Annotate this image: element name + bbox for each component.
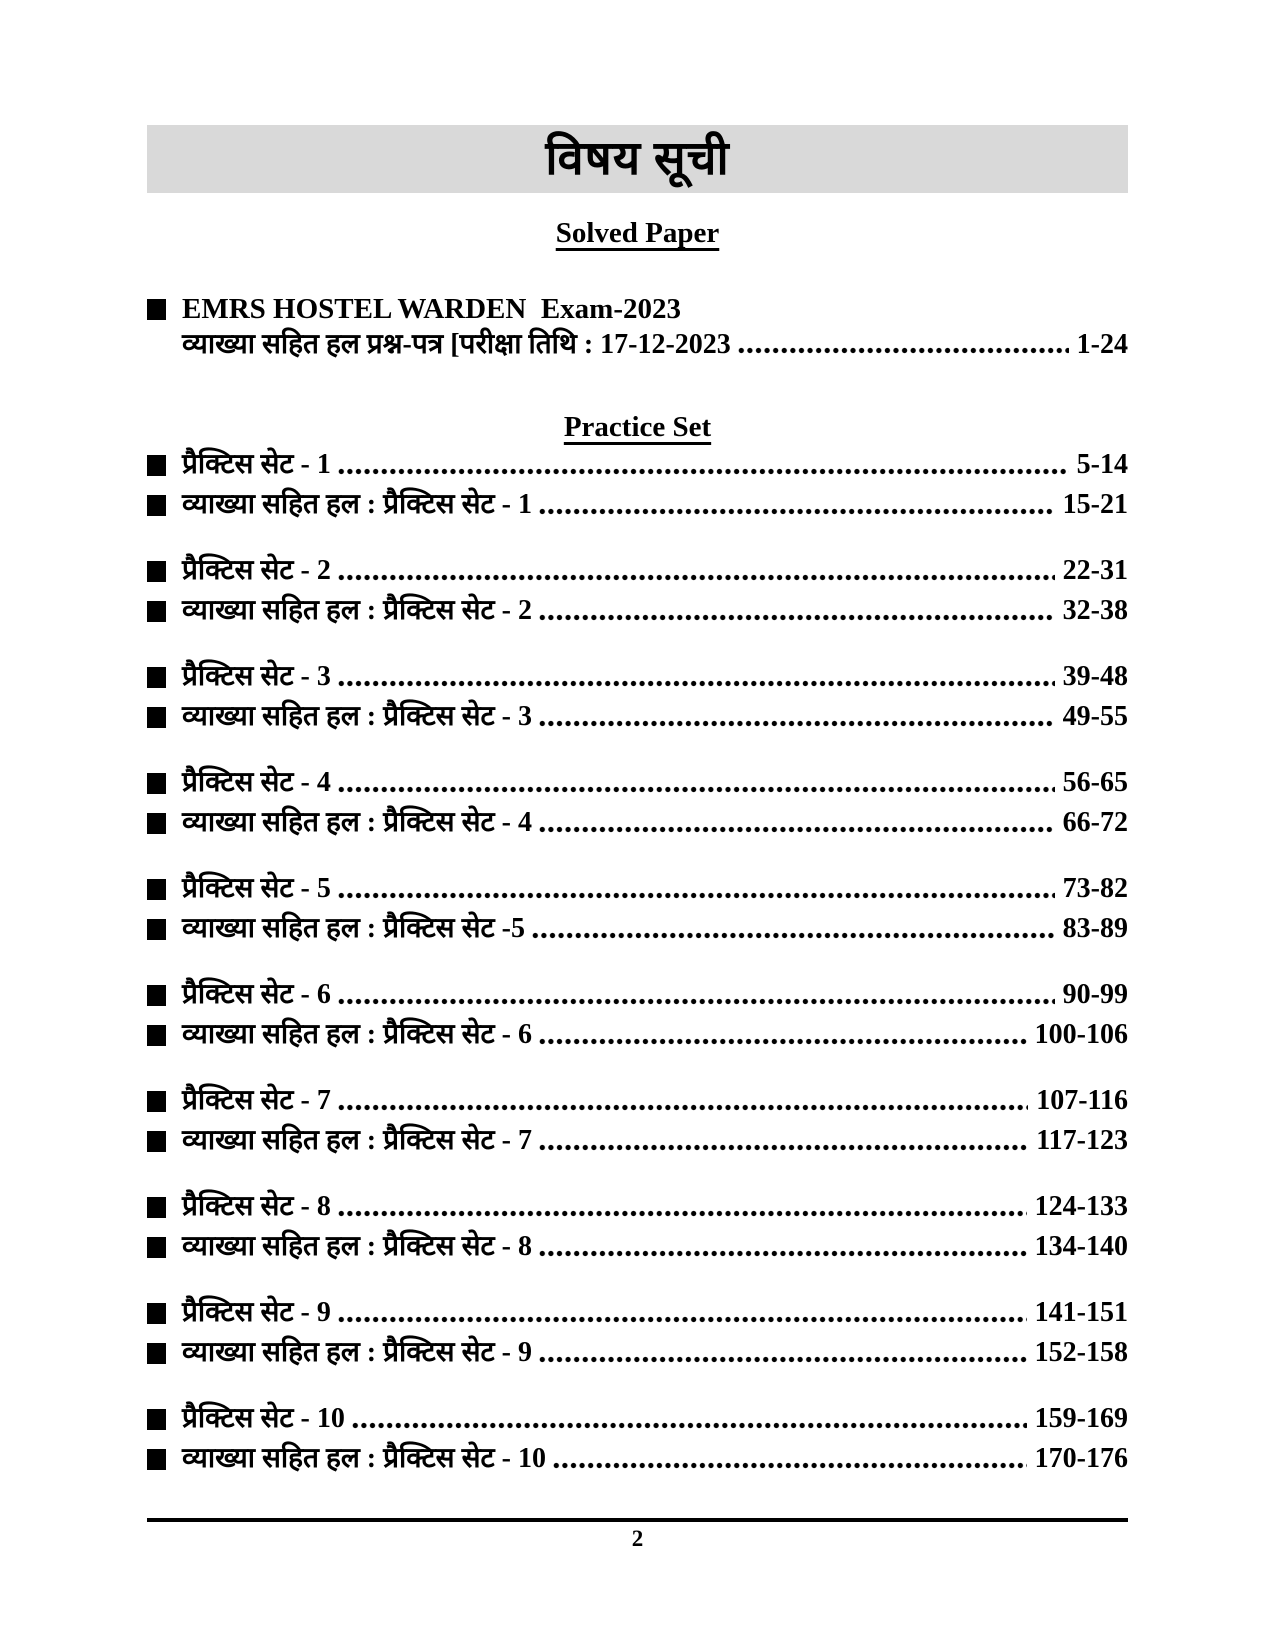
toc-entry-title-line	[147, 291, 1128, 327]
row-pages: 22-31	[1062, 555, 1128, 586]
row-pages: 90-99	[1062, 979, 1128, 1010]
dot-leader	[538, 1355, 1027, 1364]
square-bullet-icon	[147, 985, 166, 1006]
row-label: व्याख्या सहित हल : प्रैक्टिस सेट - 1	[182, 489, 532, 520]
toc-row	[147, 1333, 1128, 1373]
toc-entry-solved-paper	[147, 291, 1128, 363]
row-pages: 39-48	[1062, 661, 1128, 692]
toc-row	[147, 485, 1128, 525]
page-number: 2	[631, 1526, 644, 1551]
row-label: प्रैक्टिस सेट - 10	[182, 1403, 345, 1434]
row-pages: 56-65	[1062, 767, 1128, 798]
row-pages: 32-38	[1062, 595, 1128, 626]
row-label: प्रैक्टिस सेट - 7	[182, 1085, 331, 1116]
dot-leader	[531, 931, 1055, 940]
entry-subtitle: व्याख्या सहित हल प्रश्न-पत्र [परीक्षा तिथि : 17-12-2023	[182, 329, 731, 360]
square-bullet-icon	[147, 1343, 166, 1364]
square-bullet-icon	[147, 1303, 166, 1324]
dot-leader	[337, 1315, 1027, 1324]
dot-leader	[538, 1249, 1027, 1258]
toc-row	[147, 551, 1128, 591]
toc-row	[147, 1227, 1128, 1267]
dot-leader	[337, 1103, 1028, 1112]
page-title-bar	[147, 125, 1128, 193]
dot-leader	[538, 719, 1055, 728]
row-pages: 66-72	[1062, 807, 1128, 838]
row-label: प्रैक्टिस सेट - 8	[182, 1191, 331, 1222]
square-bullet-icon	[147, 561, 166, 582]
row-pages: 117-123	[1036, 1125, 1128, 1156]
toc-row	[147, 909, 1128, 949]
toc-row	[147, 1015, 1128, 1055]
row-pages: 83-89	[1062, 913, 1128, 944]
toc-row	[147, 657, 1128, 697]
row-pages: 152-158	[1034, 1337, 1128, 1368]
solved-paper-heading: Solved Paper	[555, 217, 720, 249]
dot-leader	[337, 785, 1055, 794]
row-label: व्याख्या सहित हल : प्रैक्टिस सेट - 9	[182, 1337, 532, 1368]
row-pages: 49-55	[1062, 701, 1128, 732]
square-bullet-icon	[147, 1025, 166, 1046]
row-pages: 159-169	[1034, 1403, 1128, 1434]
toc-row	[147, 1399, 1128, 1439]
toc-row	[147, 1187, 1128, 1227]
square-bullet-icon	[147, 1091, 166, 1112]
row-label: प्रैक्टिस सेट - 9	[182, 1297, 331, 1328]
row-label: प्रैक्टिस सेट - 6	[182, 979, 331, 1010]
square-bullet-icon	[147, 667, 166, 688]
row-label: व्याख्या सहित हल : प्रैक्टिस सेट -5	[182, 913, 525, 944]
entry-title: EMRS HOSTEL WARDEN Exam-2023	[182, 293, 681, 325]
dot-leader	[337, 573, 1055, 582]
square-bullet-icon	[147, 299, 166, 320]
row-pages: 134-140	[1034, 1231, 1128, 1262]
dot-leader	[351, 1421, 1027, 1430]
square-bullet-icon	[147, 919, 166, 940]
toc-row	[147, 803, 1128, 843]
row-pages: 15-21	[1062, 489, 1128, 520]
square-bullet-icon	[147, 879, 166, 900]
toc-row	[147, 1293, 1128, 1333]
row-label: प्रैक्टिस सेट - 5	[182, 873, 331, 904]
row-label: व्याख्या सहित हल : प्रैक्टिस सेट - 6	[182, 1019, 532, 1050]
toc-row	[147, 1081, 1128, 1121]
dot-leader	[538, 825, 1055, 834]
dot-leader	[337, 891, 1055, 900]
square-bullet-icon	[147, 495, 166, 516]
dot-leader	[337, 1209, 1027, 1218]
dot-leader	[337, 679, 1055, 688]
row-label: व्याख्या सहित हल : प्रैक्टिस सेट - 4	[182, 807, 532, 838]
square-bullet-icon	[147, 1131, 166, 1152]
toc-row	[147, 763, 1128, 803]
dot-leader	[538, 1143, 1028, 1152]
toc-row	[147, 1121, 1128, 1161]
toc-row	[147, 445, 1128, 485]
page-title: विषय सूची	[545, 132, 730, 185]
row-pages: 141-151	[1034, 1297, 1128, 1328]
page-footer	[147, 1518, 1128, 1552]
row-label: प्रैक्टिस सेट - 4	[182, 767, 331, 798]
row-pages: 170-176	[1034, 1443, 1128, 1474]
row-label: व्याख्या सहित हल : प्रैक्टिस सेट - 3	[182, 701, 532, 732]
row-label: व्याख्या सहित हल : प्रैक्टिस सेट - 10	[182, 1443, 546, 1474]
row-label: व्याख्या सहित हल : प्रैक्टिस सेट - 7	[182, 1125, 532, 1156]
row-pages: 73-82	[1062, 873, 1128, 904]
toc-row	[147, 869, 1128, 909]
practice-set-heading: Practice Set	[563, 411, 712, 443]
footer-rule	[147, 1518, 1128, 1522]
practice-set-rows	[147, 445, 1128, 1479]
toc-row	[147, 975, 1128, 1015]
dot-leader	[538, 613, 1055, 622]
row-label: प्रैक्टिस सेट - 2	[182, 555, 331, 586]
row-label: व्याख्या सहित हल : प्रैक्टिस सेट - 8	[182, 1231, 532, 1262]
toc-row	[147, 1439, 1128, 1479]
dot-leader	[337, 997, 1055, 1006]
square-bullet-icon	[147, 1237, 166, 1258]
dot-leader	[552, 1461, 1027, 1470]
square-bullet-icon	[147, 601, 166, 622]
row-pages: 5-14	[1076, 449, 1128, 480]
square-bullet-icon	[147, 455, 166, 476]
square-bullet-icon	[147, 1449, 166, 1470]
dot-leader	[538, 507, 1055, 516]
square-bullet-icon	[147, 1409, 166, 1430]
toc-row	[147, 591, 1128, 631]
square-bullet-icon	[147, 773, 166, 794]
entry-pages: 1-24	[1076, 329, 1128, 360]
row-label: प्रैक्टिस सेट - 3	[182, 661, 331, 692]
square-bullet-icon	[147, 1197, 166, 1218]
row-pages: 107-116	[1036, 1085, 1128, 1116]
square-bullet-icon	[147, 707, 166, 728]
dot-leader	[337, 467, 1069, 476]
row-label: प्रैक्टिस सेट - 1	[182, 449, 331, 480]
toc-row	[147, 697, 1128, 737]
row-pages: 124-133	[1034, 1191, 1128, 1222]
row-pages: 100-106	[1034, 1019, 1128, 1050]
row-label: व्याख्या सहित हल : प्रैक्टिस सेट - 2	[182, 595, 532, 626]
dot-leader	[737, 346, 1069, 355]
square-bullet-icon	[147, 813, 166, 834]
dot-leader	[538, 1037, 1027, 1046]
toc-entry-subtitle-line	[182, 327, 1128, 363]
